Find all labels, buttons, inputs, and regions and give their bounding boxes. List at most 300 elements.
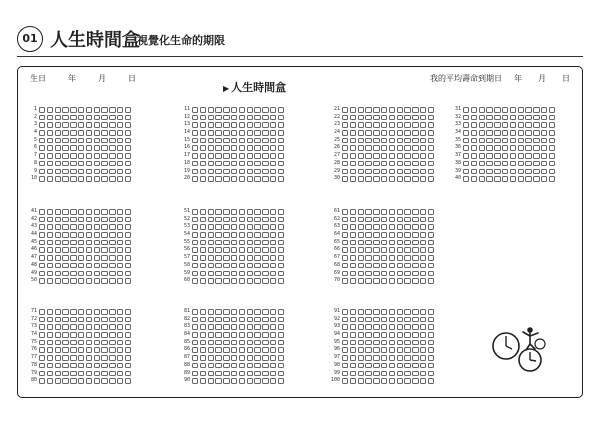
month-box[interactable] [541, 107, 547, 113]
month-box[interactable] [420, 363, 426, 369]
month-box[interactable] [389, 255, 395, 261]
month-box[interactable] [101, 355, 107, 361]
month-box[interactable] [117, 378, 123, 384]
month-box[interactable] [262, 130, 268, 136]
month-box[interactable] [101, 209, 107, 215]
month-box[interactable] [278, 271, 284, 277]
month-box[interactable] [262, 247, 268, 253]
month-box[interactable] [125, 107, 131, 113]
month-box[interactable] [200, 145, 206, 151]
month-box[interactable] [94, 169, 100, 175]
month-box[interactable] [278, 247, 284, 253]
month-box[interactable] [350, 309, 356, 315]
month-box[interactable] [486, 107, 492, 113]
month-box[interactable] [208, 161, 214, 167]
month-box[interactable] [389, 209, 395, 215]
month-box[interactable] [342, 263, 348, 269]
month-box[interactable] [549, 169, 555, 175]
month-box[interactable] [62, 209, 68, 215]
month-box[interactable] [101, 176, 107, 182]
month-box[interactable] [70, 378, 76, 384]
month-box[interactable] [397, 324, 403, 330]
month-box[interactable] [55, 161, 61, 167]
month-box[interactable] [239, 169, 245, 175]
month-box[interactable] [262, 317, 268, 323]
month-box[interactable] [39, 176, 45, 182]
month-box[interactable] [404, 130, 410, 136]
month-box[interactable] [373, 278, 379, 284]
month-box[interactable] [412, 247, 418, 253]
month-box[interactable] [231, 271, 237, 277]
month-box[interactable] [278, 209, 284, 215]
month-box[interactable] [70, 138, 76, 144]
month-box[interactable] [55, 263, 61, 269]
month-box[interactable] [200, 161, 206, 167]
month-box[interactable] [397, 263, 403, 269]
month-box[interactable] [86, 355, 92, 361]
month-box[interactable] [254, 255, 260, 261]
month-box[interactable] [428, 115, 434, 121]
month-box[interactable] [94, 371, 100, 377]
month-box[interactable] [231, 209, 237, 215]
month-box[interactable] [262, 271, 268, 277]
month-box[interactable] [117, 247, 123, 253]
month-box[interactable] [208, 271, 214, 277]
month-box[interactable] [270, 153, 276, 159]
month-box[interactable] [541, 145, 547, 151]
month-box[interactable] [350, 169, 356, 175]
month-box[interactable] [78, 263, 84, 269]
month-box[interactable] [373, 145, 379, 151]
month-box[interactable] [55, 122, 61, 128]
month-box[interactable] [86, 247, 92, 253]
month-box[interactable] [404, 161, 410, 167]
month-box[interactable] [270, 263, 276, 269]
month-box[interactable] [494, 138, 500, 144]
month-box[interactable] [208, 309, 214, 315]
month-box[interactable] [397, 176, 403, 182]
month-box[interactable] [358, 209, 364, 215]
month-box[interactable] [47, 347, 53, 353]
month-box[interactable] [101, 255, 107, 261]
month-box[interactable] [397, 378, 403, 384]
month-box[interactable] [373, 363, 379, 369]
month-box[interactable] [510, 130, 516, 136]
month-box[interactable] [397, 130, 403, 136]
month-box[interactable] [39, 371, 45, 377]
month-box[interactable] [231, 217, 237, 223]
month-box[interactable] [262, 240, 268, 246]
month-box[interactable] [117, 278, 123, 284]
month-box[interactable] [70, 107, 76, 113]
month-box[interactable] [358, 240, 364, 246]
month-box[interactable] [231, 363, 237, 369]
month-box[interactable] [373, 332, 379, 338]
month-box[interactable] [549, 138, 555, 144]
month-box[interactable] [358, 278, 364, 284]
month-box[interactable] [55, 217, 61, 223]
month-box[interactable] [247, 209, 253, 215]
month-box[interactable] [358, 217, 364, 223]
month-box[interactable] [239, 371, 245, 377]
month-box[interactable] [86, 153, 92, 159]
month-box[interactable] [404, 309, 410, 315]
month-box[interactable] [420, 271, 426, 277]
month-box[interactable] [420, 161, 426, 167]
month-box[interactable] [428, 217, 434, 223]
month-box[interactable] [518, 107, 524, 113]
month-box[interactable] [125, 255, 131, 261]
month-box[interactable] [342, 332, 348, 338]
month-box[interactable] [215, 247, 221, 253]
month-box[interactable] [389, 332, 395, 338]
month-box[interactable] [404, 153, 410, 159]
month-box[interactable] [70, 217, 76, 223]
month-box[interactable] [254, 371, 260, 377]
month-box[interactable] [358, 107, 364, 113]
month-box[interactable] [94, 138, 100, 144]
month-box[interactable] [200, 107, 206, 113]
month-box[interactable] [47, 217, 53, 223]
month-box[interactable] [342, 317, 348, 323]
month-box[interactable] [208, 169, 214, 175]
month-box[interactable] [78, 355, 84, 361]
month-box[interactable] [192, 115, 198, 121]
month-box[interactable] [78, 347, 84, 353]
month-box[interactable] [62, 378, 68, 384]
month-box[interactable] [215, 378, 221, 384]
month-box[interactable] [215, 107, 221, 113]
month-box[interactable] [62, 278, 68, 284]
month-box[interactable] [278, 138, 284, 144]
month-box[interactable] [342, 363, 348, 369]
month-box[interactable] [94, 263, 100, 269]
month-box[interactable] [101, 115, 107, 121]
month-box[interactable] [373, 378, 379, 384]
month-box[interactable] [412, 217, 418, 223]
month-box[interactable] [192, 247, 198, 253]
month-box[interactable] [47, 130, 53, 136]
month-box[interactable] [270, 278, 276, 284]
month-box[interactable] [420, 355, 426, 361]
month-box[interactable] [47, 247, 53, 253]
month-box[interactable] [78, 169, 84, 175]
month-box[interactable] [94, 247, 100, 253]
month-box[interactable] [278, 317, 284, 323]
month-box[interactable] [270, 217, 276, 223]
month-box[interactable] [428, 224, 434, 230]
month-box[interactable] [397, 278, 403, 284]
month-box[interactable] [510, 161, 516, 167]
month-box[interactable] [192, 263, 198, 269]
month-box[interactable] [342, 138, 348, 144]
month-box[interactable] [62, 217, 68, 223]
month-box[interactable] [428, 240, 434, 246]
month-box[interactable] [262, 324, 268, 330]
month-box[interactable] [78, 332, 84, 338]
month-box[interactable] [62, 371, 68, 377]
month-box[interactable] [278, 224, 284, 230]
month-box[interactable] [192, 209, 198, 215]
month-box[interactable] [239, 271, 245, 277]
month-box[interactable] [109, 138, 115, 144]
month-box[interactable] [101, 263, 107, 269]
month-box[interactable] [192, 324, 198, 330]
month-box[interactable] [358, 347, 364, 353]
month-box[interactable] [109, 115, 115, 121]
month-box[interactable] [262, 115, 268, 121]
month-box[interactable] [117, 138, 123, 144]
month-box[interactable] [381, 263, 387, 269]
month-box[interactable] [47, 278, 53, 284]
month-box[interactable] [117, 224, 123, 230]
month-box[interactable] [125, 332, 131, 338]
month-box[interactable] [78, 240, 84, 246]
month-box[interactable] [117, 271, 123, 277]
month-box[interactable] [70, 145, 76, 151]
month-box[interactable] [358, 309, 364, 315]
month-box[interactable] [428, 107, 434, 113]
month-box[interactable] [270, 240, 276, 246]
month-box[interactable] [412, 209, 418, 215]
month-box[interactable] [373, 347, 379, 353]
month-box[interactable] [365, 309, 371, 315]
month-box[interactable] [525, 153, 531, 159]
month-box[interactable] [231, 371, 237, 377]
month-box[interactable] [278, 176, 284, 182]
month-box[interactable] [494, 130, 500, 136]
month-box[interactable] [70, 363, 76, 369]
month-box[interactable] [350, 176, 356, 182]
month-box[interactable] [70, 278, 76, 284]
month-box[interactable] [278, 278, 284, 284]
month-box[interactable] [510, 138, 516, 144]
month-box[interactable] [70, 161, 76, 167]
month-box[interactable] [39, 271, 45, 277]
month-box[interactable] [125, 340, 131, 346]
month-box[interactable] [533, 107, 539, 113]
month-box[interactable] [358, 224, 364, 230]
month-box[interactable] [125, 153, 131, 159]
month-box[interactable] [420, 263, 426, 269]
month-box[interactable] [397, 347, 403, 353]
month-box[interactable] [525, 122, 531, 128]
month-box[interactable] [109, 169, 115, 175]
month-box[interactable] [231, 153, 237, 159]
month-box[interactable] [109, 240, 115, 246]
month-box[interactable] [109, 309, 115, 315]
month-box[interactable] [278, 309, 284, 315]
month-box[interactable] [62, 247, 68, 253]
month-box[interactable] [231, 355, 237, 361]
month-box[interactable] [365, 176, 371, 182]
month-box[interactable] [381, 371, 387, 377]
month-box[interactable] [412, 153, 418, 159]
month-box[interactable] [502, 145, 508, 151]
month-box[interactable] [86, 278, 92, 284]
month-box[interactable] [350, 324, 356, 330]
month-box[interactable] [208, 347, 214, 353]
month-box[interactable] [192, 278, 198, 284]
month-box[interactable] [412, 347, 418, 353]
month-box[interactable] [270, 347, 276, 353]
month-box[interactable] [270, 138, 276, 144]
month-box[interactable] [471, 176, 477, 182]
month-box[interactable] [223, 247, 229, 253]
month-box[interactable] [533, 130, 539, 136]
month-box[interactable] [55, 317, 61, 323]
month-box[interactable] [200, 317, 206, 323]
month-box[interactable] [200, 371, 206, 377]
month-box[interactable] [397, 363, 403, 369]
month-box[interactable] [365, 263, 371, 269]
month-box[interactable] [78, 153, 84, 159]
month-box[interactable] [254, 138, 260, 144]
month-box[interactable] [262, 332, 268, 338]
month-box[interactable] [533, 161, 539, 167]
month-box[interactable] [525, 130, 531, 136]
month-box[interactable] [55, 378, 61, 384]
month-box[interactable] [215, 145, 221, 151]
month-box[interactable] [412, 371, 418, 377]
month-box[interactable] [365, 240, 371, 246]
month-box[interactable] [270, 247, 276, 253]
month-box[interactable] [208, 145, 214, 151]
month-box[interactable] [381, 153, 387, 159]
month-box[interactable] [109, 340, 115, 346]
month-box[interactable] [109, 153, 115, 159]
month-box[interactable] [373, 122, 379, 128]
month-box[interactable] [101, 217, 107, 223]
month-box[interactable] [101, 309, 107, 315]
month-box[interactable] [358, 153, 364, 159]
month-box[interactable] [125, 209, 131, 215]
month-box[interactable] [428, 130, 434, 136]
month-box[interactable] [381, 309, 387, 315]
month-box[interactable] [397, 153, 403, 159]
month-box[interactable] [278, 122, 284, 128]
month-box[interactable] [125, 317, 131, 323]
month-box[interactable] [47, 263, 53, 269]
month-box[interactable] [350, 247, 356, 253]
month-box[interactable] [86, 332, 92, 338]
month-box[interactable] [420, 107, 426, 113]
month-box[interactable] [223, 224, 229, 230]
month-box[interactable] [358, 363, 364, 369]
month-box[interactable] [247, 232, 253, 238]
month-box[interactable] [117, 332, 123, 338]
month-box[interactable] [39, 122, 45, 128]
month-box[interactable] [101, 161, 107, 167]
month-box[interactable] [125, 247, 131, 253]
month-box[interactable] [373, 176, 379, 182]
month-box[interactable] [55, 332, 61, 338]
month-box[interactable] [358, 176, 364, 182]
month-box[interactable] [502, 169, 508, 175]
month-box[interactable] [62, 317, 68, 323]
month-box[interactable] [247, 169, 253, 175]
month-box[interactable] [78, 278, 84, 284]
month-box[interactable] [215, 355, 221, 361]
month-box[interactable] [55, 340, 61, 346]
month-box[interactable] [62, 263, 68, 269]
month-box[interactable] [94, 107, 100, 113]
month-box[interactable] [70, 122, 76, 128]
month-box[interactable] [117, 122, 123, 128]
month-box[interactable] [208, 378, 214, 384]
month-box[interactable] [247, 317, 253, 323]
month-box[interactable] [247, 309, 253, 315]
month-box[interactable] [78, 324, 84, 330]
month-box[interactable] [518, 138, 524, 144]
month-box[interactable] [262, 161, 268, 167]
month-box[interactable] [125, 324, 131, 330]
month-box[interactable] [412, 115, 418, 121]
month-box[interactable] [412, 255, 418, 261]
month-box[interactable] [350, 115, 356, 121]
month-box[interactable] [420, 169, 426, 175]
month-box[interactable] [62, 355, 68, 361]
month-box[interactable] [533, 153, 539, 159]
month-box[interactable] [192, 169, 198, 175]
month-box[interactable] [62, 169, 68, 175]
month-box[interactable] [192, 130, 198, 136]
month-box[interactable] [239, 217, 245, 223]
month-box[interactable] [78, 115, 84, 121]
month-box[interactable] [549, 115, 555, 121]
month-box[interactable] [39, 169, 45, 175]
month-box[interactable] [278, 324, 284, 330]
month-box[interactable] [62, 153, 68, 159]
month-box[interactable] [471, 145, 477, 151]
month-box[interactable] [125, 169, 131, 175]
month-box[interactable] [215, 347, 221, 353]
month-box[interactable] [262, 107, 268, 113]
month-box[interactable] [381, 355, 387, 361]
month-box[interactable] [101, 371, 107, 377]
month-box[interactable] [55, 145, 61, 151]
month-box[interactable] [215, 209, 221, 215]
month-box[interactable] [109, 347, 115, 353]
month-box[interactable] [389, 176, 395, 182]
month-box[interactable] [78, 176, 84, 182]
month-box[interactable] [247, 340, 253, 346]
month-box[interactable] [342, 232, 348, 238]
month-box[interactable] [254, 161, 260, 167]
month-box[interactable] [270, 378, 276, 384]
month-box[interactable] [125, 309, 131, 315]
month-box[interactable] [86, 363, 92, 369]
month-box[interactable] [101, 130, 107, 136]
month-box[interactable] [192, 271, 198, 277]
month-box[interactable] [412, 169, 418, 175]
month-box[interactable] [39, 115, 45, 121]
month-box[interactable] [208, 240, 214, 246]
month-box[interactable] [502, 130, 508, 136]
month-box[interactable] [192, 363, 198, 369]
month-box[interactable] [215, 363, 221, 369]
month-box[interactable] [200, 355, 206, 361]
month-box[interactable] [262, 363, 268, 369]
month-box[interactable] [78, 209, 84, 215]
month-box[interactable] [463, 145, 469, 151]
month-box[interactable] [278, 145, 284, 151]
month-box[interactable] [420, 371, 426, 377]
month-box[interactable] [208, 217, 214, 223]
month-box[interactable] [55, 115, 61, 121]
month-box[interactable] [117, 176, 123, 182]
month-box[interactable] [101, 271, 107, 277]
